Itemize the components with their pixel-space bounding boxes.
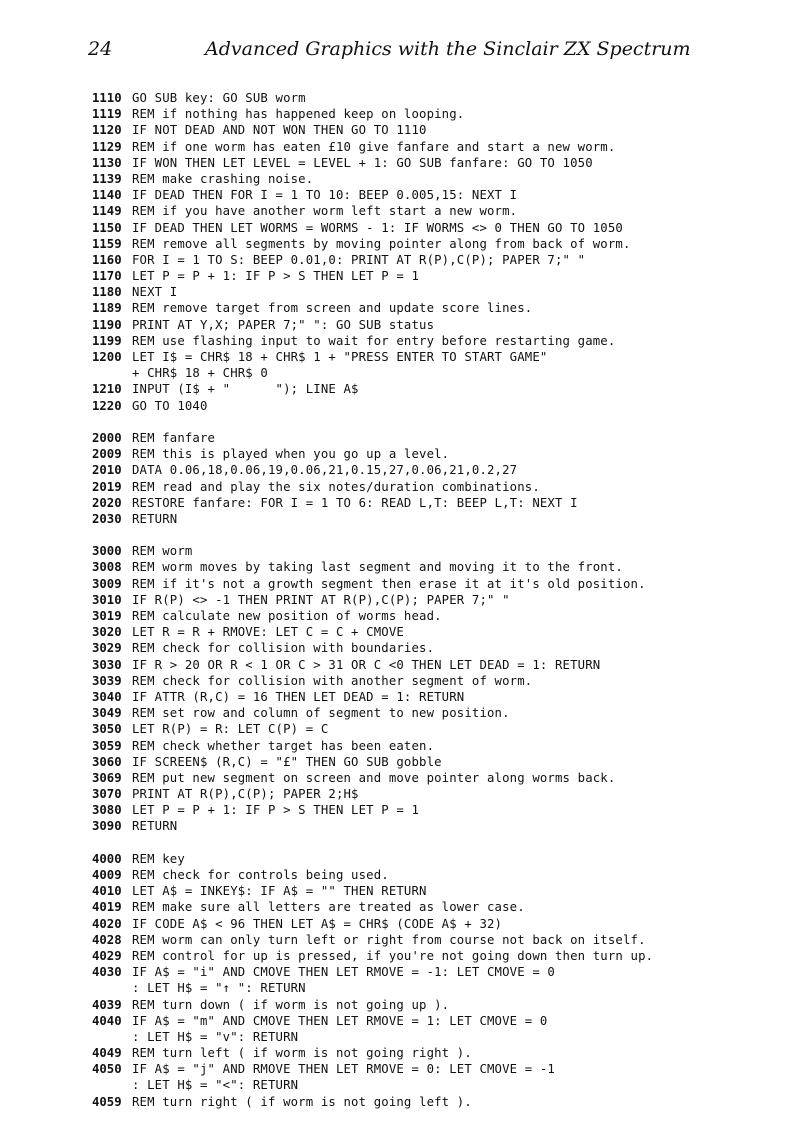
code-text: IF CODE A$ < 96 THEN LET A$ = CHR$ (CODE A$ + 32) [132,916,503,931]
line-number: 4030 [92,965,122,980]
code-line [92,818,792,834]
code-line [92,90,792,106]
code-line [92,1029,792,1045]
line-number: 3059 [92,738,122,753]
code-line [92,381,792,397]
line-number: 1160 [92,252,122,267]
code-line [92,689,792,705]
code-text: REM read and play the six notes/duration combinations. [132,479,540,494]
code-line [92,187,792,203]
code-line [92,171,792,187]
code-text: REM if nothing has happened keep on looping. [132,107,465,122]
line-number: 1150 [92,220,122,235]
code-text: REM remove all segments by moving pointer along from back of worm. [132,236,631,251]
line-number: 3029 [92,641,122,656]
basic-program-listing [92,90,792,1126]
line-number: 3019 [92,609,122,623]
line-number: 3060 [92,754,122,769]
code-text: NEXT I [132,285,178,300]
code-line [92,462,792,478]
code-line [92,916,792,932]
line-number: 1190 [92,317,122,332]
line-number: 3009 [92,576,122,591]
line-number: 4019 [92,900,122,915]
code-line [92,786,792,802]
code-line [92,802,792,818]
code-text: LET I$ = CHR$ 18 + CHR$ 1 + "PRESS ENTER TO START GAME" [132,350,548,364]
code-line [92,479,792,495]
line-number: 1199 [92,333,122,348]
code-text: REM turn down ( if worm is not going up ). [132,997,450,1012]
line-number: 3090 [92,819,122,834]
code-line [92,300,792,316]
code-text: REM remove target from screen and update score lines. [132,301,533,316]
code-line [92,122,792,138]
code-line [92,867,792,883]
code-line [92,284,792,300]
code-text: REM check whether target has been eaten. [132,738,435,753]
code-block [92,430,792,527]
line-number: 3070 [92,787,122,802]
code-line [92,932,792,948]
line-number: 1139 [92,171,122,186]
line-number: 4049 [92,1046,122,1061]
code-text: LET P = P + 1: IF P > S THEN LET P = 1 [132,269,420,284]
code-text: REM check for collision with boundaries. [132,641,435,656]
code-line [92,721,792,737]
code-text: REM key [132,851,185,866]
line-number: 4020 [92,916,122,931]
line-number: 1170 [92,269,122,284]
code-text: IF ATTR (R,C) = 16 THEN LET DEAD = 1: RETURN [132,689,465,704]
code-text: REM this is played when you go up a level. [132,447,450,462]
code-line [92,705,792,721]
line-number: 1129 [92,139,122,154]
code-line [92,430,792,446]
code-text: REM check for collision with another segment of worm. [132,673,533,688]
code-text: LET P = P + 1: IF P > S THEN LET P = 1 [132,803,420,818]
code-line [92,252,792,268]
line-number: 3039 [92,673,122,688]
line-number: 1200 [92,350,122,364]
code-line [92,592,792,608]
line-number: 1180 [92,285,122,300]
code-text: LET A$ = INKEY$: IF A$ = "" THEN RETURN [132,884,427,899]
line-number: 2030 [92,511,122,526]
code-text: INPUT (I$ + " "); LINE A$ [132,382,359,397]
code-line [92,624,792,640]
code-line [92,1094,792,1110]
code-text: : LET H$ = "↑ ": RETURN [132,981,306,996]
code-line [92,899,792,915]
code-line [92,997,792,1013]
code-line [92,640,792,656]
line-number: 4010 [92,884,122,899]
code-text: REM turn right ( if worm is not going left ). [132,1094,472,1109]
code-line [92,1045,792,1061]
code-line [92,511,792,527]
line-number: 3040 [92,689,122,704]
code-text: REM worm moves by taking last segment and moving it to the front. [132,560,623,575]
line-number: 2000 [92,430,122,445]
code-text: GO SUB key: GO SUB worm [132,91,306,105]
line-number: 3080 [92,803,122,818]
code-line [92,236,792,252]
line-number: 1159 [92,236,122,251]
code-text: IF SCREEN$ (R,C) = "£" THEN GO SUB gobble [132,754,442,769]
code-text: IF R(P) <> -1 THEN PRINT AT R(P),C(P); PAPER 7;" " [132,592,510,607]
code-text: : LET H$ = "v": RETURN [132,1029,299,1044]
code-line [92,1077,792,1093]
code-text: RETURN [132,819,178,834]
code-text: REM fanfare [132,430,216,445]
line-number: 1140 [92,188,122,203]
running-title: Advanced Graphics with the Sinclair ZX Spectrum [205,38,691,60]
line-number: 3020 [92,625,122,640]
line-number: 3069 [92,770,122,785]
code-line [92,738,792,754]
code-line [92,964,792,980]
code-text: REM worm can only turn left or right from course not back on itself. [132,932,646,947]
page-number: 24 [88,38,113,60]
code-text: REM calculate new position of worms head. [132,609,442,623]
code-line [92,851,792,867]
code-text: REM control for up is pressed, if you're not going down then turn up. [132,948,654,963]
code-block [92,90,792,414]
code-text: IF DEAD THEN FOR I = 1 TO 10: BEEP 0.005,15: NEXT I [132,188,518,203]
line-number: 3000 [92,544,122,559]
code-text: IF NOT DEAD AND NOT WON THEN GO TO 1110 [132,123,427,138]
line-number: 3050 [92,722,122,737]
line-number: 3008 [92,560,122,575]
line-number: 3049 [92,706,122,721]
code-line [92,446,792,462]
code-line [92,365,792,381]
code-line [92,883,792,899]
code-line [92,980,792,996]
code-text: IF A$ = "i" AND CMOVE THEN LET RMOVE = -1: LET CMOVE = 0 [132,965,555,980]
code-line [92,1061,792,1077]
line-number: 4050 [92,1062,122,1077]
code-line [92,155,792,171]
line-number: 1210 [92,382,122,397]
code-text: REM make crashing noise. [132,171,314,186]
code-line [92,106,792,122]
code-line [92,754,792,770]
line-number: 1220 [92,398,122,413]
code-line [92,559,792,575]
code-line [92,139,792,155]
code-line [92,398,792,414]
code-text: REM make sure all letters are treated as lower case. [132,900,525,915]
code-text: PRINT AT R(P),C(P); PAPER 2;H$ [132,787,359,802]
line-number: 4028 [92,932,122,947]
code-line [92,220,792,236]
code-text: IF DEAD THEN LET WORMS = WORMS - 1: IF WORMS <> 0 THEN GO TO 1050 [132,220,623,235]
code-text: REM check for controls being used. [132,868,389,882]
code-text: RESTORE fanfare: FOR I = 1 TO 6: READ L,T: BEEP L,T: NEXT I [132,495,578,510]
code-line [92,608,792,624]
line-number: 4040 [92,1013,122,1028]
code-line [92,333,792,349]
code-line [92,1013,792,1029]
line-number: 2020 [92,495,122,510]
line-number [92,1077,132,1093]
line-number: 1189 [92,301,122,316]
code-line [92,203,792,219]
code-line [92,543,792,559]
code-text: IF A$ = "j" AND RMOVE THEN LET RMOVE = 0: LET CMOVE = -1 [132,1062,555,1077]
line-number: 2019 [92,479,122,494]
code-line [92,268,792,284]
code-text: REM worm [132,544,193,559]
code-text: GO TO 1040 [132,398,208,413]
line-number: 4039 [92,997,122,1012]
code-text: PRINT AT Y,X; PAPER 7;" ": GO SUB status [132,317,435,332]
code-text: DATA 0.06,18,0.06,19,0.06,21,0.15,27,0.06,21,0.2,27 [132,463,518,478]
line-number [92,980,132,996]
code-block [92,851,792,1110]
line-number: 1119 [92,107,122,122]
line-number [92,1029,132,1045]
line-number: 2009 [92,447,122,462]
code-text: REM put new segment on screen and move pointer along worms back. [132,770,616,785]
code-text: IF R > 20 OR R < 1 OR C > 31 OR C <0 THEN LET DEAD = 1: RETURN [132,657,601,672]
code-text: REM use flashing input to wait for entry before restarting game. [132,333,616,348]
code-line [92,948,792,964]
code-text: RETURN [132,511,178,526]
code-text: REM set row and column of segment to new position. [132,706,510,721]
line-number: 3010 [92,592,122,607]
code-text: : LET H$ = "<": RETURN [132,1078,299,1093]
code-text: REM if it's not a growth segment then erase it at it's old position. [132,576,646,591]
code-text: + CHR$ 18 + CHR$ 0 [132,366,268,381]
code-line [92,317,792,333]
line-number: 3030 [92,657,122,672]
line-number: 4029 [92,948,122,963]
line-number: 1149 [92,204,122,219]
code-text: REM if you have another worm left start a new worm. [132,204,518,219]
line-number: 1130 [92,155,122,170]
line-number: 4000 [92,851,122,866]
code-text: FOR I = 1 TO S: BEEP 0.01,0: PRINT AT R(P),C(P); PAPER 7;" " [132,252,586,267]
page-header [88,38,708,66]
code-block [92,543,792,834]
code-line [92,349,792,365]
code-text: IF WON THEN LET LEVEL = LEVEL + 1: GO SUB fanfare: GO TO 1050 [132,155,593,170]
code-line [92,673,792,689]
code-line [92,495,792,511]
line-number: 1110 [92,91,122,105]
code-text: IF A$ = "m" AND CMOVE THEN LET RMOVE = 1: LET CMOVE = 0 [132,1013,548,1028]
line-number: 4059 [92,1094,122,1109]
line-number: 2010 [92,463,122,478]
code-line [92,770,792,786]
code-text: LET R = R + RMOVE: LET C = C + CMOVE [132,625,404,640]
line-number: 4009 [92,868,122,882]
line-number [92,365,132,381]
code-text: REM if one worm has eaten £10 give fanfare and start a new worm. [132,139,616,154]
line-number: 1120 [92,123,122,138]
code-line [92,657,792,673]
code-text: REM turn left ( if worm is not going right ). [132,1046,472,1061]
code-text: LET R(P) = R: LET C(P) = C [132,722,329,737]
code-line [92,576,792,592]
